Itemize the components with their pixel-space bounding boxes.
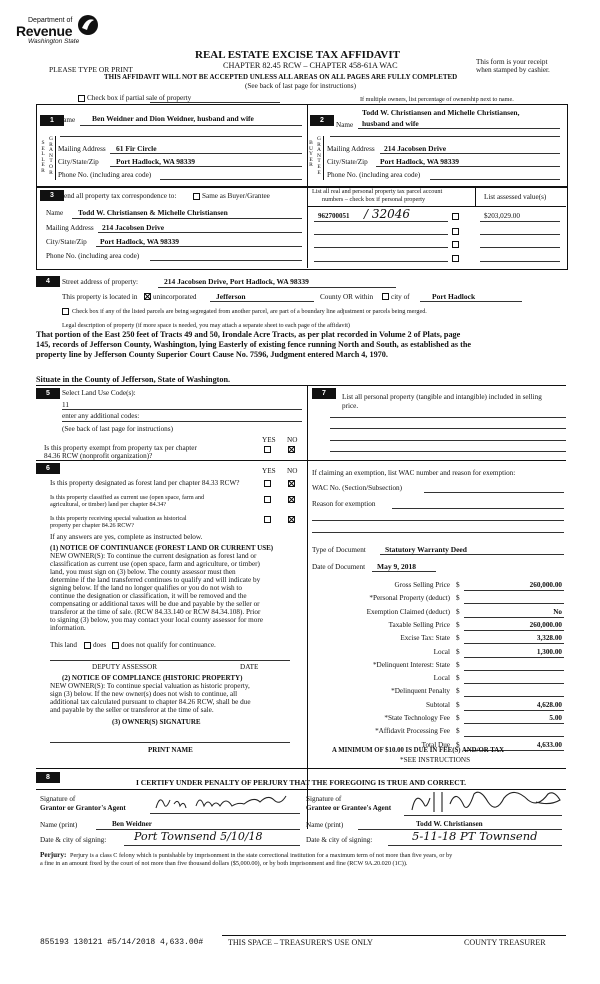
located-label: This property is located in (62, 293, 138, 301)
city-value[interactable]: Port Hadlock (432, 292, 476, 301)
fee-label: Local (433, 648, 450, 656)
unincorporated-label: unincorporated (153, 293, 197, 301)
county-or-within: County OR within (320, 293, 374, 301)
receipt-stamp-code: 855193 130121 #5/14/2018 4,633.00# (40, 938, 204, 947)
buyer-mailing[interactable]: 214 Jacobsen Drive (384, 144, 447, 153)
segregated-checkbox[interactable] (62, 308, 69, 315)
grantee-sig-line (404, 815, 562, 816)
seller-name[interactable]: Ben Weidner and Dion Weidner, husband and wife (92, 114, 254, 123)
treasurer-rule (222, 935, 566, 936)
fee-value[interactable]: 260,000.00 (529, 581, 562, 589)
fee-label: *Affidavit Processing Fee (375, 727, 450, 735)
logo-washington-state: Washington State (28, 38, 80, 45)
legal-description-label: Legal description of property (if more space is needed, you may attach a separate sheet to each page of the affidavit) (62, 322, 350, 329)
partial-sale-underline (150, 102, 280, 103)
logo-dept-of: Department of (28, 17, 73, 24)
section8-top-rule (36, 768, 566, 769)
s3-name[interactable]: Todd W. Christiansen & Michelle Christiansen (78, 208, 228, 217)
section-number-5: 5 (36, 388, 60, 399)
assessed-line-2 (480, 234, 560, 235)
assessed-value-1[interactable]: $203,029.00 (484, 212, 520, 220)
fee-dollar-sign: $ (456, 621, 460, 629)
fee-dollar-sign: $ (456, 661, 460, 669)
fee-value[interactable]: 1,300.00 (536, 648, 562, 656)
land-does-not-text: does not qualify for continuance. (121, 641, 216, 649)
city-line (420, 301, 522, 302)
historic-no-checkbox[interactable] (288, 516, 295, 523)
fee-underline (464, 590, 564, 591)
fee-dollar-sign: $ (456, 594, 460, 602)
fee-label: *State Technology Fee (384, 714, 450, 722)
historic-question-2: property per chapter 84.26 RCW? (50, 522, 135, 529)
doc-date-line (372, 571, 436, 572)
personal-property-label-2: price. (342, 402, 359, 410)
fee-value[interactable]: 3,328.00 (536, 634, 562, 642)
notice1-line: classification as current use (open space, farm and agriculture, or timber) (50, 560, 260, 568)
parcel-header-1: List all real and personal property tax parcel account (312, 188, 443, 195)
fee-underline (464, 603, 564, 604)
unincorporated-checkbox[interactable] (144, 293, 151, 300)
grantee-sig-label-1: Signature of (306, 795, 342, 803)
fee-dollar-sign: $ (456, 701, 460, 709)
if-yes-instruction: If any answers are yes, complete as instructed below. (50, 533, 203, 541)
s3-city-label: City/State/Zip (46, 238, 87, 246)
current-use-question-2: agricultural, or timber) land per chapter 84.34? (50, 501, 167, 508)
logo-revenue: Revenue (16, 23, 73, 39)
partial-sale-checkbox[interactable] (78, 95, 85, 102)
personal-line-2 (330, 428, 566, 429)
grantee-name-print[interactable]: Todd W. Christiansen (416, 820, 483, 828)
current-use-question-1: Is this property classified as current use (open space, farm and (50, 494, 205, 501)
s3-name-label: Name (46, 209, 64, 217)
see-instructions-note: *SEE INSTRUCTIONS (400, 756, 471, 764)
form-title: REAL ESTATE EXCISE TAX AFFIDAVIT (195, 49, 400, 61)
buyer-phone-line (430, 179, 560, 180)
owner-signature-label: (3) OWNER(S) SIGNATURE (112, 718, 201, 726)
section-number-1: 1 (40, 115, 64, 126)
reason-line-3 (312, 532, 564, 533)
perjury-text-2: a fine in an amount fixed by the court of not more than five thousand dollars ($5,000.00), or by both imprisonment and fine (RCW 9A.20.020 (1C)). (40, 860, 408, 867)
fee-dollar-sign: $ (456, 727, 460, 735)
land-does-text: does (93, 641, 107, 649)
section-number-6: 6 (36, 463, 60, 474)
forest-land-question: Is this property designated as forest land per chapter 84.33 RCW? (50, 479, 240, 487)
fee-label: Exemption Claimed (deduct) (366, 608, 450, 616)
grantor-sig-line (150, 813, 300, 814)
partial-sale-label: Check box if partial sale of property (87, 94, 192, 102)
s6-no-header: NO (287, 467, 298, 475)
seller-name-line (80, 125, 302, 126)
reason-label: Reason for exemption (312, 500, 376, 508)
parcel-2-personal-checkbox[interactable] (452, 228, 459, 235)
doc-date-label: Date of Document (312, 563, 366, 571)
seller-city-line (110, 166, 302, 167)
parcel-line-1 (314, 221, 448, 222)
personal-line-4 (330, 451, 566, 452)
fee-dollar-sign: $ (456, 648, 460, 656)
perjury-label: Perjury: (40, 851, 67, 859)
parcel-line-2 (314, 234, 448, 235)
send-correspondence-label: Send all property tax correspondence to: (60, 192, 177, 200)
land-does-label: This land (50, 641, 77, 649)
seller-city[interactable]: Port Hadlock, WA 98339 (116, 157, 196, 166)
buyer-city-label: City/State/Zip (327, 158, 368, 166)
s3-phone-line (150, 260, 302, 261)
legal-description-3[interactable]: property line by Jefferson County Superior Court Cause No. 7596, Judgment entered March 4, 1970. (36, 350, 388, 359)
current-use-no-checkbox[interactable] (288, 496, 295, 503)
county-value[interactable]: Jefferson (216, 292, 246, 301)
doc-type-line (380, 554, 564, 555)
deputy-assessor-label: DEPUTY ASSESSOR (92, 663, 158, 671)
parcel-header-rule (307, 206, 566, 207)
fee-value[interactable]: 260,000.00 (529, 621, 562, 629)
fee-label: Local (433, 674, 450, 682)
form-chapter: CHAPTER 82.45 RCW – CHAPTER 458-61A WAC (223, 61, 398, 70)
grantee-signature (404, 784, 566, 816)
fee-underline (464, 630, 564, 631)
notice1-line: determine if the land transferred continues to qualify and will indicate by (50, 576, 261, 584)
buyer-grantee-side-label: B U Y E R (309, 140, 313, 169)
seller-name-label: Name (58, 116, 76, 124)
parcel-number[interactable]: 962700051 (318, 212, 350, 220)
seller-grantor-side-label-2: G R A N T O R (49, 136, 53, 176)
notice1-line: land, you must sign on (3) below. The county assessor must then (50, 568, 236, 576)
county-line (210, 301, 314, 302)
historic-yes-checkbox[interactable] (264, 516, 271, 523)
seller-mailing-line (110, 153, 302, 154)
reason-line-1 (392, 508, 564, 509)
notice1-line: continue the designation or classification, it will be removed and the (50, 592, 247, 600)
s3-mailing-label: Mailing Address (46, 224, 94, 232)
s5-see-back: (See back of last page for instructions) (62, 425, 173, 433)
exempt-yes-checkbox[interactable] (264, 446, 271, 453)
additional-codes-line (62, 421, 302, 422)
historic-question-1: Is this property receiving special valuation as historical (50, 515, 187, 522)
section56-rule (36, 460, 566, 461)
perjury-text-1: Perjury is a class C felony which is punishable by imprisonment in the state correctional institution for a maximum term of not more than five years, or by (70, 852, 453, 859)
grantor-signature (150, 790, 300, 814)
buyer-mailing-line (380, 153, 560, 154)
section-number-4: 4 (36, 276, 60, 287)
notice-continuance-title: (1) NOTICE OF CONTINUANCE (FOREST LAND OR CURRENT USE) (50, 544, 274, 552)
grantor-date-city: Port Townsend 5/10/18 (134, 830, 263, 843)
buyer-name-line2[interactable]: husband and wife (362, 119, 419, 128)
exemption-claim-label: If claiming an exemption, list WAC number and reason for exemption: (312, 469, 516, 477)
legal-description-1[interactable]: That portion of the East 250 feet of Tracts 49 and 50, Irondale Acre Tracts, as per plat recorded in Volume 2 of Plats, page (36, 330, 461, 339)
fee-value[interactable]: No (553, 608, 562, 616)
receipt-note-2: when stamped by cashier. (476, 66, 550, 74)
grantor-date-line (124, 845, 300, 846)
buyer-name-line (358, 128, 560, 129)
parcel-line-3 (314, 247, 448, 248)
grantor-sig-label-2: Grantor or Grantor's Agent (40, 804, 126, 812)
parcel-1-personal-checkbox[interactable] (452, 213, 459, 220)
additional-codes-label: enter any additional codes: (62, 412, 140, 420)
fee-underline (464, 723, 564, 724)
fee-underline (464, 736, 564, 737)
s3-mailing-line (98, 232, 302, 233)
assessed-header: List assessed value(s) (484, 193, 547, 201)
street-line (158, 287, 396, 288)
forest-yes-checkbox[interactable] (264, 480, 271, 487)
buyer-phone-label: Phone No. (including area code) (327, 171, 421, 179)
notice1-line: compensating or additional taxes will be due and payable by the seller or (50, 600, 260, 608)
s3-city-line (96, 246, 302, 247)
fee-dollar-sign: $ (456, 714, 460, 722)
seller-phone-line (160, 179, 302, 180)
s3-phone-label: Phone No. (including area code) (46, 252, 140, 260)
parcel-line-4 (314, 261, 448, 262)
segregated-label: Check box if any of the listed parcels are being segregated from another parcel, are part of a boundary line adjustment or parcels being merged. (72, 308, 427, 315)
assessed-line-4 (480, 261, 560, 262)
buyer-name-line-2 (330, 136, 560, 137)
notice2-line: NEW OWNER(S): To continue special valuation as historic property, (50, 682, 250, 690)
personal-property-label-1: List all personal property (tangible and intangible) included in selling (342, 393, 542, 401)
land-use-line (62, 409, 302, 410)
buyer-mailing-label: Mailing Address (327, 145, 375, 153)
seller-side-rule (55, 136, 56, 180)
fee-underline (464, 696, 564, 697)
personal-line-1 (330, 417, 566, 418)
doc-date-value[interactable]: May 9, 2018 (377, 562, 416, 571)
seller-mailing[interactable]: 61 Fir Circle (116, 144, 157, 153)
fee-underline (464, 710, 564, 711)
same-as-buyer-label: Same as Buyer/Grantee (202, 192, 270, 200)
seller-mailing-label: Mailing Address (58, 145, 106, 153)
city-of-label: city of (391, 293, 410, 301)
current-use-yes-checkbox[interactable] (264, 496, 271, 503)
exempt-no-checkbox[interactable] (288, 446, 295, 453)
notice1-line: information. (50, 624, 86, 632)
section4-bottom-rule (36, 385, 566, 386)
land-use-label: Select Land Use Code(s): (62, 389, 136, 397)
lower-center-divider (307, 385, 308, 829)
section-number-7: 7 (312, 388, 336, 399)
fee-label: *Delinquent Interest: State (372, 661, 450, 669)
buyer-side-rule (323, 136, 324, 180)
completion-warning: THIS AFFIDAVIT WILL NOT BE ACCEPTED UNLESS ALL AREAS ON ALL PAGES ARE FULLY COMPLETED (104, 73, 458, 81)
buyer-grantee-side-label-2: G R A N T E E (317, 136, 321, 176)
reason-line-2 (312, 520, 564, 521)
assessed-line-1 (480, 221, 560, 222)
assessor-sign-line (50, 660, 290, 661)
fee-dollar-sign: $ (456, 674, 460, 682)
buyer-name-line1[interactable]: Todd W. Christiansen and Michelle Christiansen, (362, 108, 520, 117)
seller-grantor-side-label: S E L L E R (41, 140, 45, 174)
section-number-2: 2 (310, 115, 334, 126)
fee-label: *Delinquent Penalty (391, 687, 450, 695)
s3-mailing[interactable]: 214 Jacobsen Drive (102, 223, 165, 232)
land-use-code[interactable]: 11 (62, 401, 69, 409)
buyer-name-label: Name (336, 121, 354, 129)
fee-value[interactable]: 4,628.00 (536, 701, 562, 709)
exempt-question-2: 84.36 RCW (nonprofit organization)? (44, 452, 153, 460)
same-as-buyer-checkbox[interactable] (193, 193, 200, 200)
personal-line-3 (330, 440, 566, 441)
fee-underline (464, 617, 564, 618)
fee-label: *Personal Property (deduct) (369, 594, 450, 602)
wac-line (424, 492, 564, 493)
grantee-name-print-label: Name (print) (306, 821, 344, 829)
certify-statement: I CERTIFY UNDER PENALTY OF PERJURY THAT THE FOREGOING IS TRUE AND CORRECT. (136, 778, 467, 787)
wac-label: WAC No. (Section/Subsection) (312, 484, 403, 492)
fee-label: Gross Selling Price (394, 581, 450, 589)
assessor-date-label: DATE (240, 663, 259, 671)
parcel-3-personal-checkbox[interactable] (452, 241, 459, 248)
assessed-line-3 (480, 247, 560, 248)
buyer-city[interactable]: Port Hadlock, WA 98339 (380, 157, 460, 166)
receipt-note-1: This form is your receipt (476, 58, 548, 66)
notice1-line: signing below. If the land no longer qualifies or you do not wish to (50, 584, 242, 592)
grantor-sig-label-1: Signature of (40, 795, 76, 803)
parcel-header-divider (475, 186, 476, 206)
s5-yes-header: YES (262, 436, 276, 444)
s6-yes-header: YES (262, 467, 276, 475)
fee-dollar-sign: $ (456, 687, 460, 695)
situate-line[interactable]: Situate in the County of Jefferson, State of Washington. (36, 375, 231, 384)
fee-value[interactable]: 5.00 (549, 714, 562, 722)
notice-compliance-title: (2) NOTICE OF COMPLIANCE (HISTORIC PROPERTY) (62, 674, 243, 682)
owner-sign-line (50, 742, 290, 743)
please-type-or-print: PLEASE TYPE OR PRINT (49, 65, 133, 74)
grantee-date-label: Date & city of signing: (306, 836, 373, 844)
notice2-line: and payable by the seller or transferor at the time of sale. (50, 706, 214, 714)
section-number-3: 3 (40, 190, 64, 201)
exempt-question-1: Is this property exempt from property tax per chapter (44, 444, 197, 452)
fee-dollar-sign: $ (456, 634, 460, 642)
fee-value[interactable]: 4,633.00 (536, 741, 562, 749)
street-label: Street address of property: (62, 278, 139, 286)
print-name-label: PRINT NAME (148, 746, 193, 754)
notice2-line: additional tax calculated pursuant to chapter 84.26 RCW, shall be due (50, 698, 251, 706)
section-number-8: 8 (36, 772, 60, 783)
notice2-line: sign (3) below. If the new owner(s) does not wish to continue, all (50, 690, 238, 698)
doc-type-label: Type of Document (312, 546, 366, 554)
street-address[interactable]: 214 Jacobsen Drive, Port Hadlock, WA 98339 (164, 277, 309, 286)
seller-city-label: City/State/Zip (58, 158, 99, 166)
forest-no-checkbox[interactable] (288, 480, 295, 487)
s5-no-header: NO (287, 436, 298, 444)
fee-underline (464, 683, 564, 684)
fee-dollar-sign: $ (456, 581, 460, 589)
multiple-owners-note: If multiple owners, list percentage of ownership next to name. (360, 96, 514, 103)
dor-swoosh-icon (77, 14, 99, 36)
seller-name-line-2 (60, 136, 302, 137)
section3-divider (307, 186, 308, 268)
fee-dollar-sign: $ (456, 741, 460, 749)
treasurer-use-only: THIS SPACE – TREASURER'S USE ONLY (228, 938, 373, 947)
see-back-instructions: (See back of last page for instructions) (245, 82, 356, 90)
notice1-line: transferor at the time of sale. (RCW 84.33.140 or RCW 84.34.108). Prior (50, 608, 261, 616)
parcel-header-2: numbers – check box if personal property (322, 196, 426, 203)
fee-label: Taxable Selling Price (388, 621, 450, 629)
parcel-4-personal-checkbox[interactable] (452, 255, 459, 262)
seller-phone-label: Phone No. (including area code) (58, 171, 152, 179)
notice1-line: NEW OWNER(S): To continue the current designation as forest land or (50, 552, 257, 560)
county-treasurer-label: COUNTY TREASURER (464, 938, 546, 947)
buyer-city-line (376, 166, 560, 167)
minimum-due-note: A MINIMUM OF $10.00 IS DUE IN FEE(S) AND/OR TAX (332, 747, 505, 754)
fee-label: Excise Tax: State (400, 634, 450, 642)
fee-underline (464, 657, 564, 658)
land-does-not-checkbox[interactable] (112, 642, 119, 649)
s3-name-line (72, 218, 302, 219)
grantee-sig-label-2: Grantee or Grantee's Agent (306, 804, 392, 812)
grantee-date-city: 5-11-18 PT Townsend (412, 829, 538, 843)
fee-dollar-sign: $ (456, 608, 460, 616)
fee-underline (464, 643, 564, 644)
doc-type-value[interactable]: Statutory Warranty Deed (385, 545, 467, 554)
grantee-date-line (388, 845, 562, 846)
city-of-checkbox[interactable] (382, 293, 389, 300)
notice1-line: to signing (3) below, you may contact your local county assessor for more (50, 616, 263, 624)
parcel-handwritten: / 32046 (364, 207, 411, 221)
fee-label: Total Due (421, 741, 450, 749)
grantor-date-label: Date & city of signing: (40, 836, 107, 844)
land-does-checkbox[interactable] (84, 642, 91, 649)
legal-description-2[interactable]: 145, records of Jefferson County, Washington, lying Easterly of existing fence running North and South, as established as the (36, 340, 472, 349)
grantor-name-print-label: Name (print) (40, 821, 78, 829)
fee-label: Subtotal (426, 701, 450, 709)
s3-city[interactable]: Port Hadlock, WA 98339 (100, 237, 180, 246)
grantor-name-print[interactable]: Ben Weidner (112, 820, 153, 828)
fee-underline (464, 670, 564, 671)
